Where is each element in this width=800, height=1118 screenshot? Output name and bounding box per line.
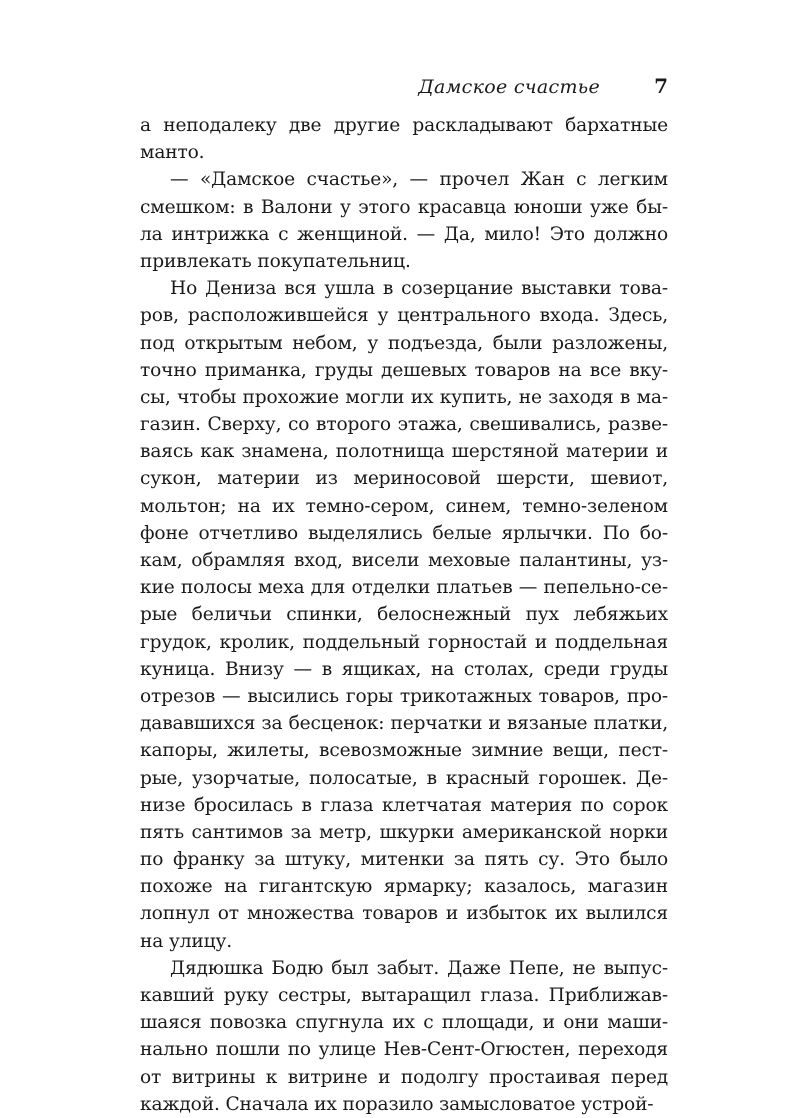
text-line: манто. — [140, 142, 205, 164]
running-head — [140, 72, 668, 102]
text-line: грудок, кролик, поддельный горностай и поддельная — [140, 631, 668, 653]
text-line: ров, расположившейся у центрального входа. Здесь, — [140, 305, 668, 327]
text-line: на улицу. — [140, 930, 232, 952]
text-line: похоже на гигантскую ярмарку; казалось, магазин — [140, 876, 668, 898]
paragraph — [140, 275, 668, 955]
text-line: Дядюшка Бодю был забыт. Даже Пепе, не выпус- — [170, 957, 668, 979]
text-line: лопнул от множества товаров и избыток их вылился — [140, 903, 668, 925]
text-line: пять сантимов за метр, шкурки американской норки — [140, 821, 668, 843]
text-line: шаяся повозка спугнула их с площади, и они маши- — [140, 1012, 668, 1034]
text-line: дававшихся за бесценок: перчатки и вязаные платки, — [140, 713, 668, 735]
text-line: кие полосы меха для отделки платьев — пепельно-се- — [140, 577, 668, 599]
text-line: рые беличьи спинки, белоснежный пух лебяжьих — [140, 604, 668, 626]
text-line: сукон, материи из мериносовой шерсти, шевиот, — [140, 468, 668, 490]
text-line: фоне отчетливо выделялись белые ярлычки. По бо- — [140, 522, 668, 544]
text-line: привлекать покупательниц. — [140, 250, 411, 272]
text-line: под открытым небом, у подъезда, были разложены, — [140, 332, 668, 354]
paragraph — [140, 112, 668, 166]
paragraph — [140, 166, 668, 275]
text-line: каждой. Сначала их поразило замысловатое устрой- — [140, 1093, 654, 1115]
text-line: мольтон; на их темно-сером, синем, темно-зеленом — [140, 495, 668, 517]
text-line: куница. Внизу — в ящиках, на столах, среди груды — [140, 658, 668, 680]
running-title: Дамское счастье — [418, 76, 600, 98]
text-line: капоры, жилеты, всевозможные зимние вещи, пест- — [140, 740, 668, 762]
text-line: рые, узорчатые, полосатые, в красный горошек. Де- — [140, 767, 668, 789]
text-line: а неподалеку две другие раскладывают бархатные — [140, 115, 668, 136]
text-line: низе бросилась в глаза клетчатая материя по сорок — [140, 794, 668, 816]
text-line: Но Дениза вся ушла в созерцание выставки това- — [170, 278, 668, 300]
text-line: — «Дамское счастье», — прочел Жан с легким — [170, 169, 668, 191]
text-line: отрезов — высились горы трикотажных товаров, про- — [140, 685, 668, 707]
text-line: смешком: в Валони у этого красавца юноши уже бы- — [140, 196, 668, 218]
book-page — [140, 72, 668, 1118]
text-line: нально пошли по улице Нев-Сент-Огюстен, переходя — [140, 1039, 668, 1061]
text-line: сы, чтобы прохожие могли их купить, не заходя в ма- — [140, 386, 668, 408]
body-text — [140, 112, 668, 1118]
text-line: ваясь как знамена, полотнища шерстяной материи и — [140, 441, 668, 463]
text-line: по франку за штуку, митенки за пять су. Это было — [140, 849, 668, 871]
text-line: от витрины к витрине и подолгу простаивая перед — [140, 1066, 668, 1088]
text-line: точно приманка, груды дешевых товаров на все вку- — [140, 359, 668, 381]
paragraph — [140, 955, 668, 1118]
text-line: кавший руку сестры, вытаращил глаза. Приближав- — [140, 985, 668, 1006]
text-line: ла интрижка с женщиной. — Да, мило! Это должно — [140, 223, 668, 245]
text-line: газин. Сверху, со второго этажа, свешивались, разве- — [140, 414, 668, 436]
text-line: кам, обрамляя вход, висели меховые палантины, уз- — [140, 550, 668, 571]
page-number: 7 — [654, 74, 668, 98]
